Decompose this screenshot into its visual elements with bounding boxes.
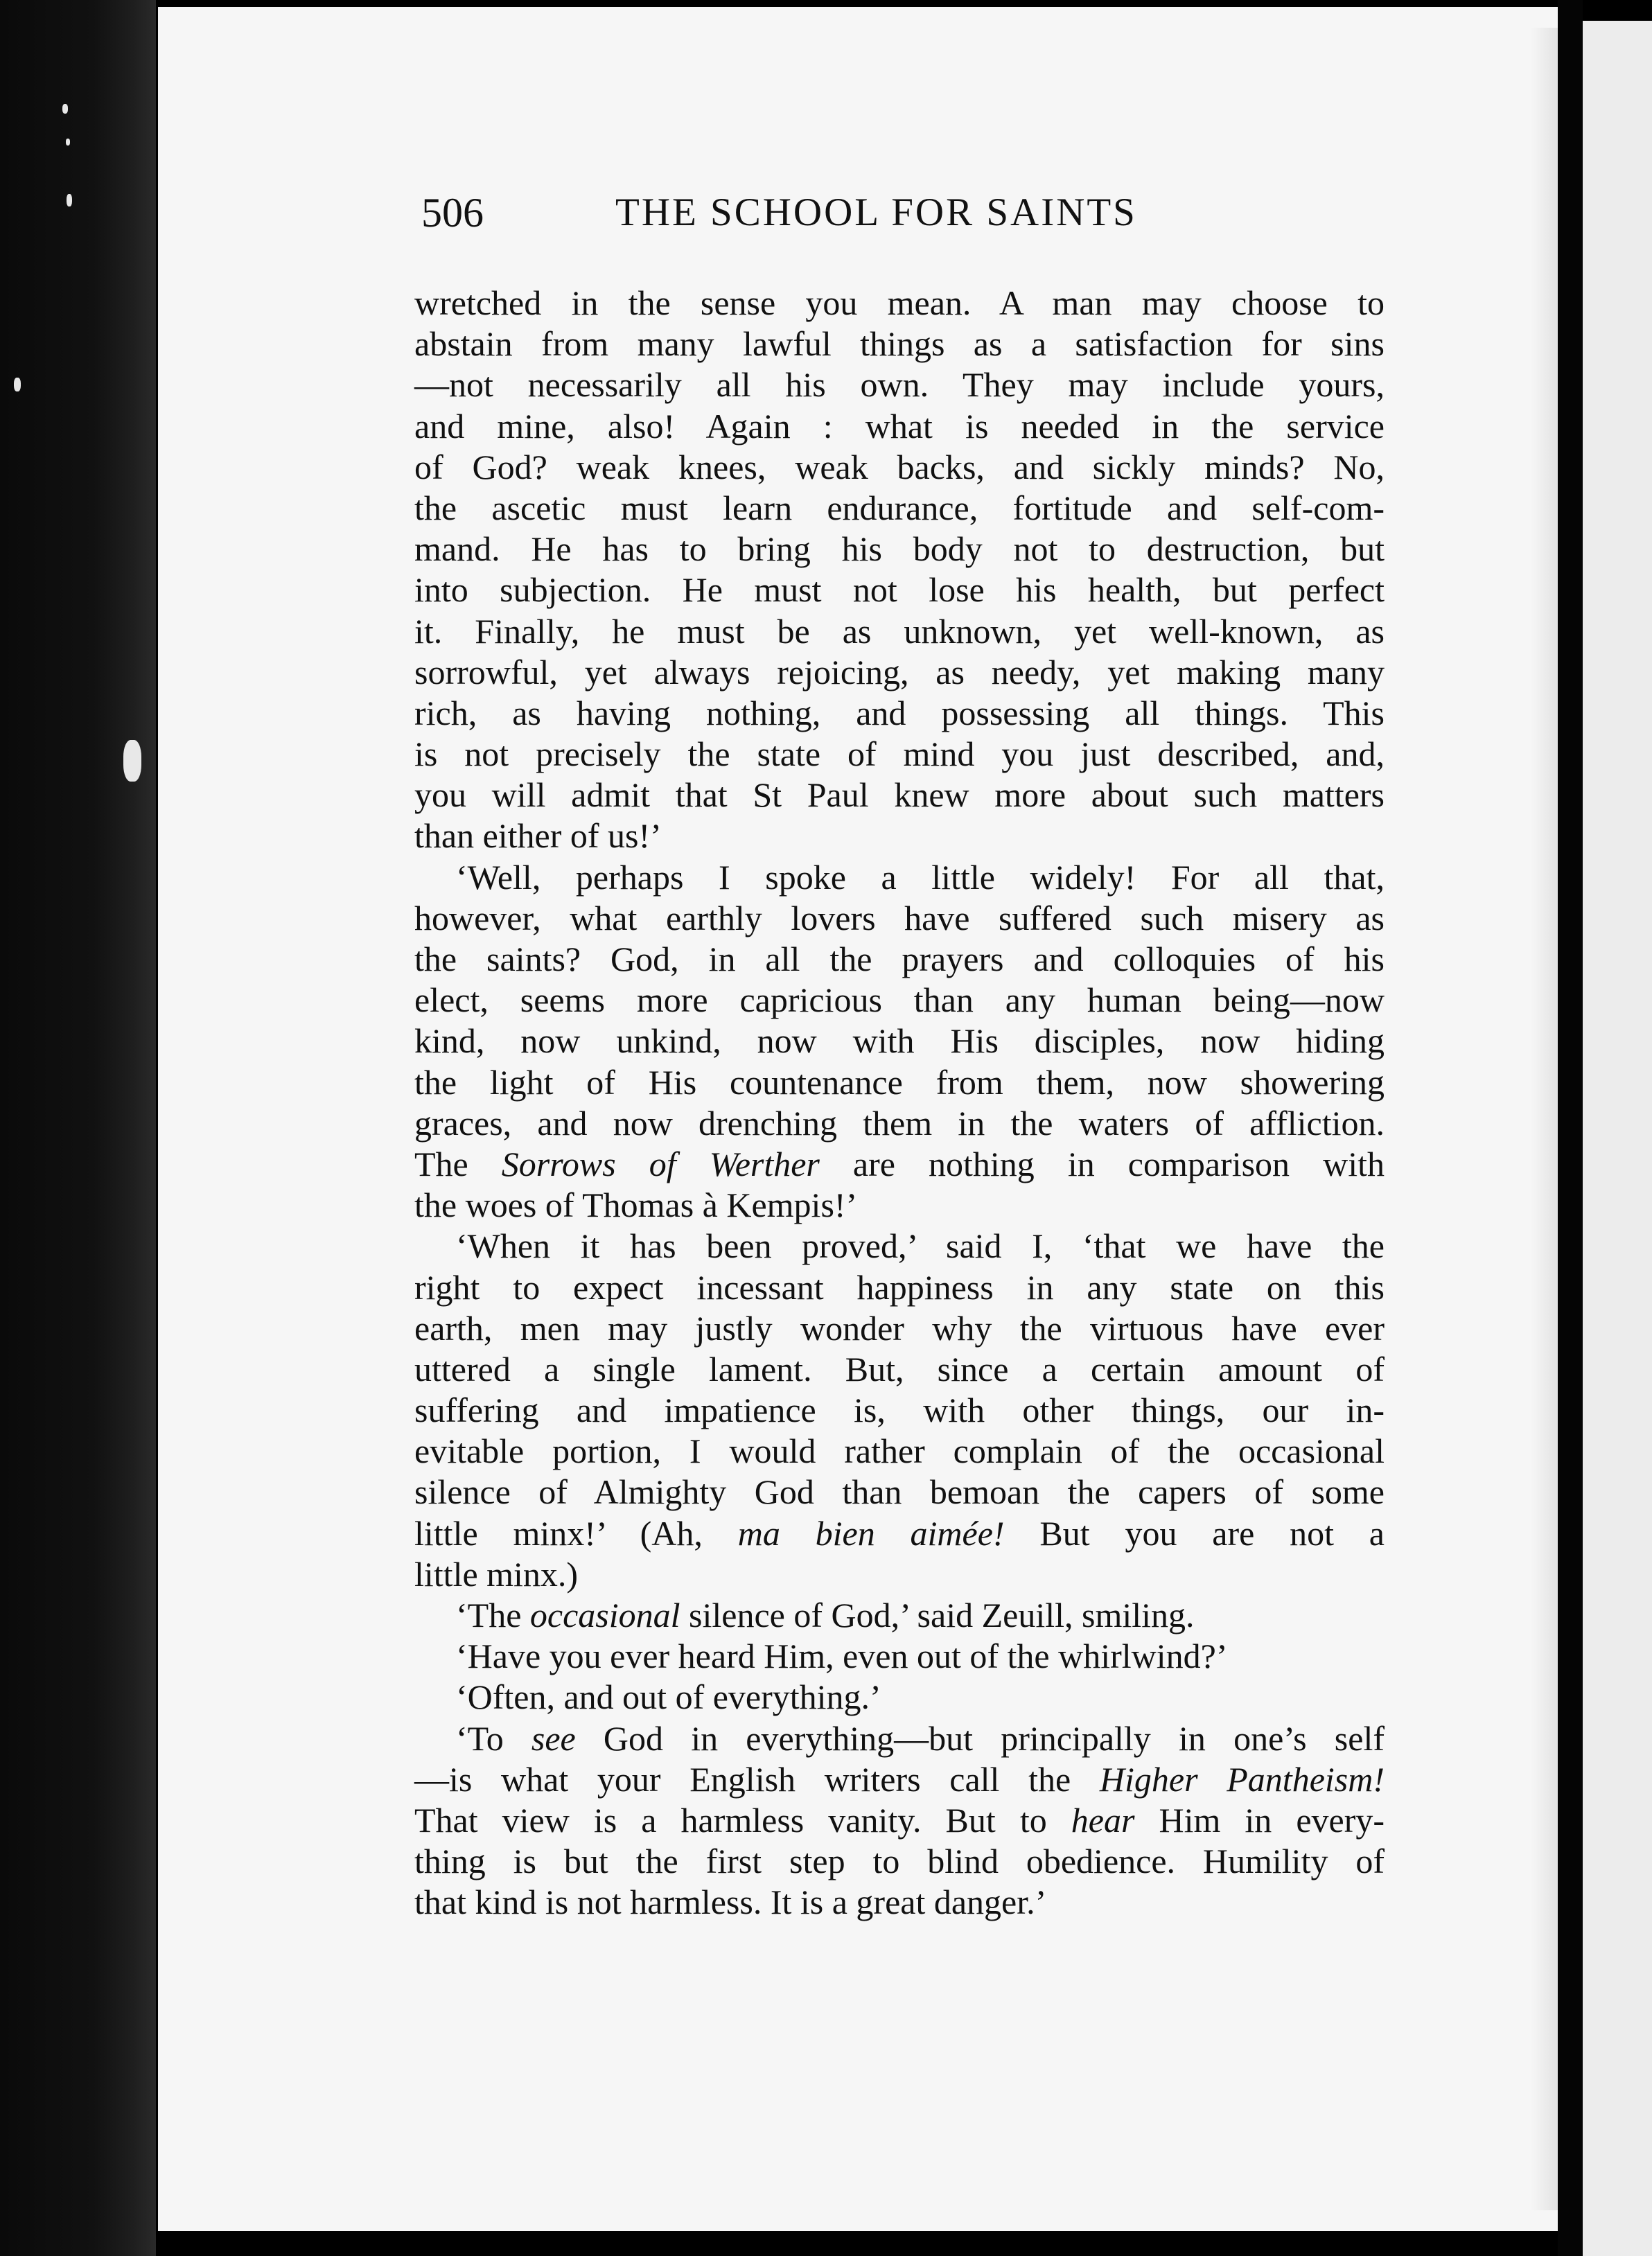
text-line: the light of His countenance from them, now showering bbox=[414, 1062, 1385, 1102]
text-line: right to expect incessant happiness in any state on this bbox=[414, 1267, 1385, 1307]
text-line: little minx!’ (Ah, ma bien aimée! But you are not a bbox=[414, 1513, 1385, 1553]
text-line: ‘When it has been proved,’ said I, ‘that we have the bbox=[456, 1226, 1385, 1266]
scan-speck bbox=[14, 378, 21, 391]
text-line: ‘Have you ever heard Him, even out of the whirlwind?’ bbox=[456, 1637, 1228, 1676]
scan-left-margin bbox=[0, 0, 156, 2256]
text-line: evitable portion, I would rather complain of the occasional bbox=[414, 1431, 1385, 1471]
text-line: abstain from many lawful things as a satisfaction for sins bbox=[414, 324, 1385, 364]
text-line: graces, and now drenching them in the waters of affliction. bbox=[414, 1103, 1385, 1143]
text-line: ‘Often, and out of everything.’ bbox=[456, 1677, 881, 1717]
text-line: rich, as having nothing, and possessing all things. This bbox=[414, 693, 1385, 732]
scan-speck bbox=[62, 104, 68, 114]
scan-speck bbox=[123, 740, 141, 782]
text-line: uttered a single lament. But, since a certain amount of bbox=[414, 1349, 1385, 1389]
italic-phrase: see bbox=[531, 1718, 576, 1758]
text-line: into subjection. He must not lose his health, but perfect bbox=[414, 570, 1385, 610]
text-line: The Sorrows of Werther are nothing in comparison with bbox=[414, 1144, 1385, 1183]
text-line: you will admit that St Paul knew more about such matters bbox=[414, 775, 1385, 815]
italic-phrase: occasional bbox=[529, 1596, 680, 1634]
page-header bbox=[421, 182, 1391, 244]
italic-phrase: Higher Pantheism! bbox=[1099, 1759, 1385, 1799]
text-line: the woes of Thomas à Kempis!’ bbox=[414, 1186, 858, 1225]
scan-speck bbox=[67, 194, 72, 206]
text-line: wretched in the sense you mean. A man may choose to bbox=[414, 283, 1385, 322]
text-line: kind, now unkind, now with His disciples, now hiding bbox=[414, 1021, 1385, 1061]
text-line: elect, seems more capricious than any human being—now bbox=[414, 980, 1385, 1020]
text-line: however, what earthly lovers have suffered such misery as bbox=[414, 898, 1385, 937]
text-line: is not precisely the state of mind you just described, and, bbox=[414, 734, 1385, 774]
text-line: the ascetic must learn endurance, fortitude and self-com- bbox=[414, 488, 1385, 527]
running-head: THE SCHOOL FOR SAINTS bbox=[615, 191, 1137, 234]
text-line: mand. He has to bring his body not to destruction, but bbox=[414, 529, 1385, 569]
text-line: —is what your English writers call the Higher Pantheism! bbox=[414, 1759, 1385, 1799]
adjacent-page-edge bbox=[1583, 21, 1652, 2256]
text-line: —not necessarily all his own. They may include yours, bbox=[414, 365, 1385, 405]
text-line: earth, men may justly wonder why the virtuous have ever bbox=[414, 1308, 1385, 1348]
text-line: ‘Well, perhaps I spoke a little widely! For all that, bbox=[456, 857, 1385, 897]
text-line: and mine, also! Again : what is needed in the service bbox=[414, 406, 1385, 446]
body-text bbox=[414, 283, 1385, 1923]
page-number: 506 bbox=[421, 190, 484, 236]
italic-phrase: Sorrows of Werther bbox=[501, 1144, 820, 1183]
text-line: it. Finally, he must be as unknown, yet well-known, as bbox=[414, 611, 1385, 651]
text-line: ‘The occasional silence of God,’ said Zeuill, smiling. bbox=[456, 1596, 1195, 1634]
text-line: than either of us!’ bbox=[414, 816, 662, 856]
text-line: thing is but the first step to blind obedience. Humility of bbox=[414, 1842, 1385, 1881]
text-line: of God? weak knees, weak backs, and sickly minds? No, bbox=[414, 447, 1385, 486]
text-line: the saints? God, in all the prayers and colloquies of his bbox=[414, 940, 1385, 978]
italic-phrase: hear bbox=[1071, 1800, 1135, 1840]
text-line: silence of Almighty God than bemoan the capers of some bbox=[414, 1472, 1385, 1512]
text-line: that kind is not harmless. It is a great danger.’ bbox=[414, 1883, 1047, 1922]
text-line: little minx.) bbox=[414, 1554, 579, 1594]
text-line: suffering and impatience is, with other things, our in- bbox=[414, 1391, 1385, 1430]
text-line: ‘To see God in everything—but principally in one’s self bbox=[456, 1718, 1385, 1758]
scan-right-gap bbox=[1558, 0, 1583, 2256]
text-line: That view is a harmless vanity. But to hear Him in every- bbox=[414, 1800, 1385, 1840]
scan-speck bbox=[66, 139, 70, 146]
text-line: sorrowful, yet always rejoicing, as needy, yet making many bbox=[414, 652, 1385, 691]
italic-phrase: ma bien aimée! bbox=[737, 1513, 1005, 1553]
page-gutter-shadow bbox=[1530, 28, 1558, 2210]
